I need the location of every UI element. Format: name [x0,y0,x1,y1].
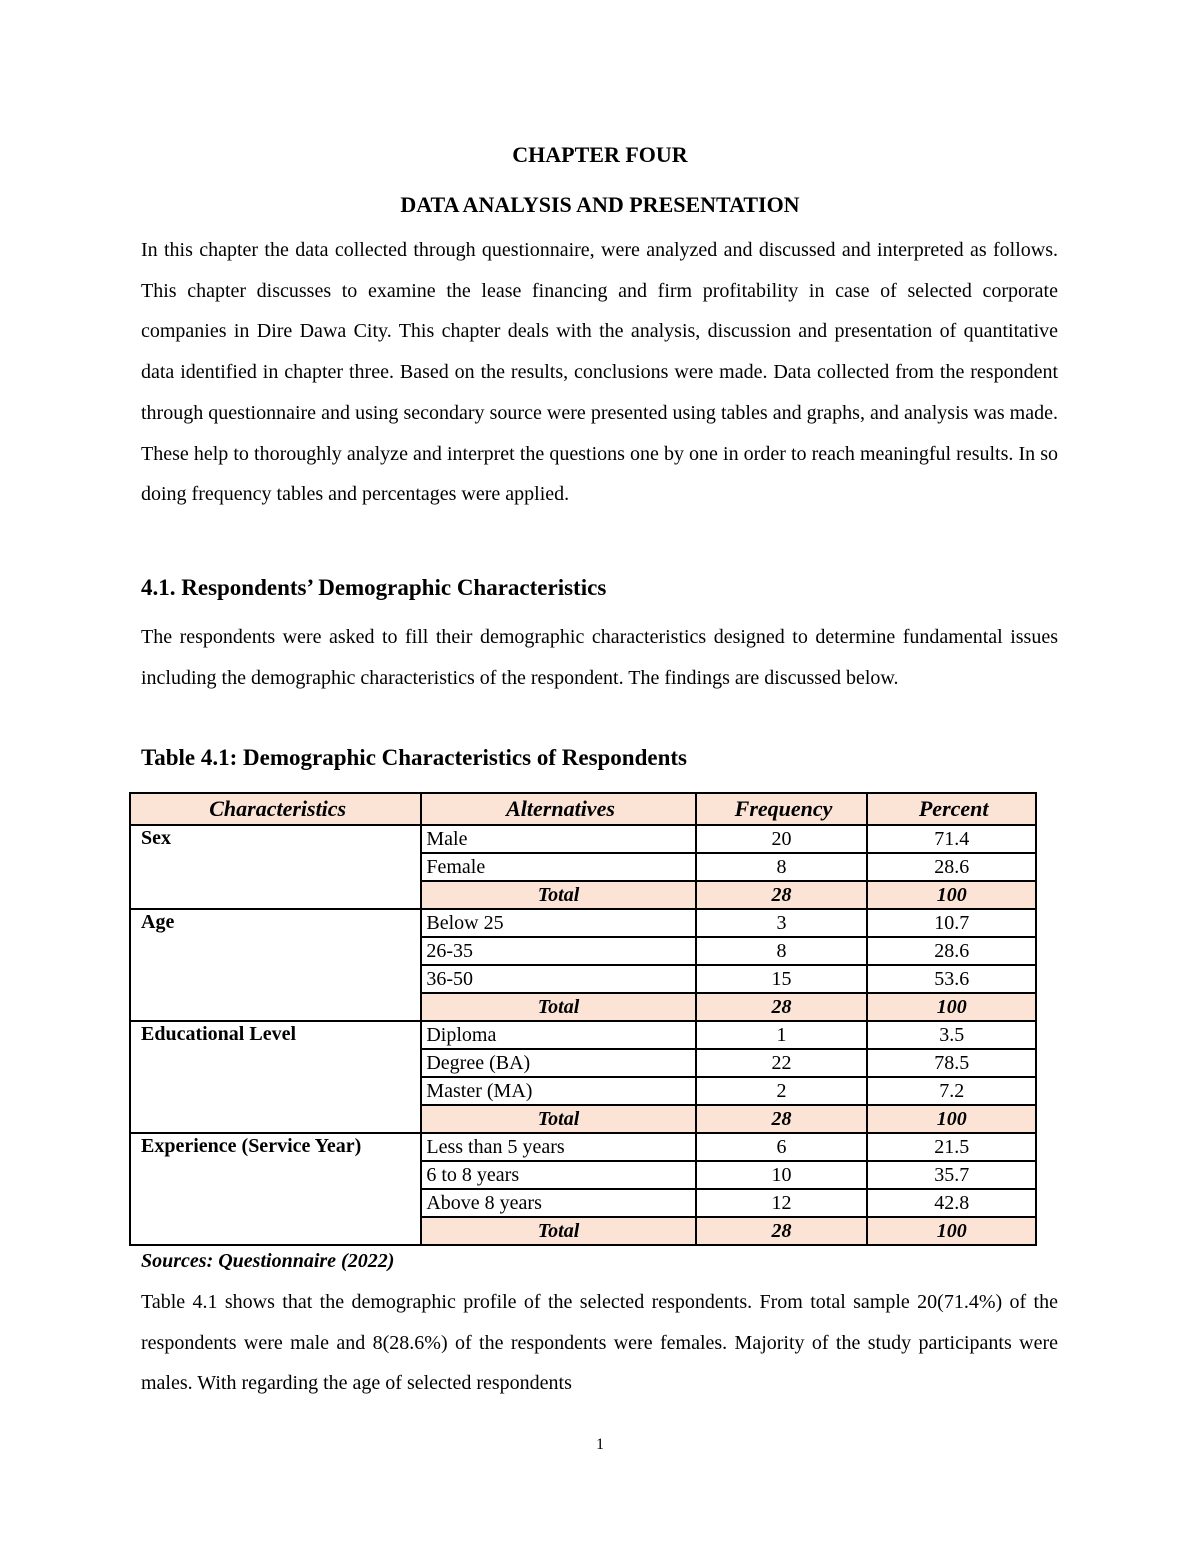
alternative-cell: Master (MA) [421,1077,695,1105]
alternative-cell: Less than 5 years [421,1133,695,1161]
alternative-cell: Diploma [421,1021,695,1049]
percent-cell: 35.7 [867,1161,1036,1189]
percent-cell: 7.2 [867,1077,1036,1105]
total-label-cell: Total [421,881,695,909]
total-frequency-cell: 28 [696,1217,868,1245]
table-body [130,825,1036,1245]
frequency-cell: 10 [696,1161,868,1189]
table-row [130,825,1036,853]
section-heading: 4.1. Respondents’ Demographic Characteristics [141,575,607,600]
percent-cell: 28.6 [867,937,1036,965]
total-label-cell: Total [421,1105,695,1133]
header-percent: Percent [867,793,1036,825]
section-paragraph: The respondents were asked to fill their demographic characteristics designed to determine fundamental issues including the demographic characteristics of the respondent. The findings are discussed below. [141,626,1058,689]
total-frequency-cell: 28 [696,1105,868,1133]
alternative-cell: Male [421,825,695,853]
alternative-cell: Female [421,853,695,881]
table-title: Table 4.1: Demographic Characteristics of Respondents [141,745,688,770]
characteristic-cell: Age [130,909,421,1021]
intro-paragraph: In this chapter the data collected through questionnaire, were analyzed and discussed and interpreted as follows. This chapter discusses to examine the lease financing and firm profitability in case of selected corporate companies in Dire Dawa City. This chapter deals with the analysis, discussion and presentation of quantitative data identified in chapter three. Based on the results, conclusions were made. Data collected from the respondent through questionnaire and using secondary source were presented using tables and graphs, and analysis was made. These help to thoroughly analyze and interpret the questions one by one in order to reach meaningful results. In so doing frequency tables and percentages were applied. [141,239,1058,506]
alternative-cell: 26-35 [421,937,695,965]
total-percent-cell: 100 [867,1217,1036,1245]
total-percent-cell: 100 [867,993,1036,1021]
percent-cell: 42.8 [867,1189,1036,1217]
percent-cell: 78.5 [867,1049,1036,1077]
alternative-cell: 36-50 [421,965,695,993]
header-frequency: Frequency [696,793,868,825]
alternative-cell: Below 25 [421,909,695,937]
chapter-title: CHAPTER FOUR [512,142,688,167]
header-characteristics: Characteristics [130,793,421,825]
frequency-cell: 20 [696,825,868,853]
page-number: 1 [596,1436,604,1453]
alternative-cell: Degree (BA) [421,1049,695,1077]
table-row [130,1021,1036,1049]
total-label-cell: Total [421,993,695,1021]
total-percent-cell: 100 [867,1105,1036,1133]
table-row [130,909,1036,937]
table-header-row [130,793,1036,825]
percent-cell: 28.6 [867,853,1036,881]
demographics-table [129,792,1037,1246]
characteristic-cell: Sex [130,825,421,909]
percent-cell: 53.6 [867,965,1036,993]
frequency-cell: 12 [696,1189,868,1217]
frequency-cell: 8 [696,853,868,881]
total-label-cell: Total [421,1217,695,1245]
table-source: Sources: Questionnaire (2022) [141,1250,395,1272]
frequency-cell: 3 [696,909,868,937]
alternative-cell: 6 to 8 years [421,1161,695,1189]
frequency-cell: 8 [696,937,868,965]
chapter-subtitle: DATA ANALYSIS AND PRESENTATION [400,192,800,217]
analysis-paragraph: Table 4.1 shows that the demographic profile of the selected respondents. From total sample 20(71.4%) of the respondents were male and 8(28.6%) of the respondents were females. Majority of the study participants were males. With regarding the age of selected respondents [141,1291,1058,1395]
total-percent-cell: 100 [867,881,1036,909]
header-alternatives: Alternatives [421,793,695,825]
total-frequency-cell: 28 [696,993,868,1021]
percent-cell: 3.5 [867,1021,1036,1049]
frequency-cell: 2 [696,1077,868,1105]
percent-cell: 71.4 [867,825,1036,853]
frequency-cell: 1 [696,1021,868,1049]
percent-cell: 21.5 [867,1133,1036,1161]
characteristic-cell: Educational Level [130,1021,421,1133]
frequency-cell: 22 [696,1049,868,1077]
alternative-cell: Above 8 years [421,1189,695,1217]
characteristic-cell: Experience (Service Year) [130,1133,421,1245]
frequency-cell: 6 [696,1133,868,1161]
total-frequency-cell: 28 [696,881,868,909]
percent-cell: 10.7 [867,909,1036,937]
frequency-cell: 15 [696,965,868,993]
table-row [130,1133,1036,1161]
